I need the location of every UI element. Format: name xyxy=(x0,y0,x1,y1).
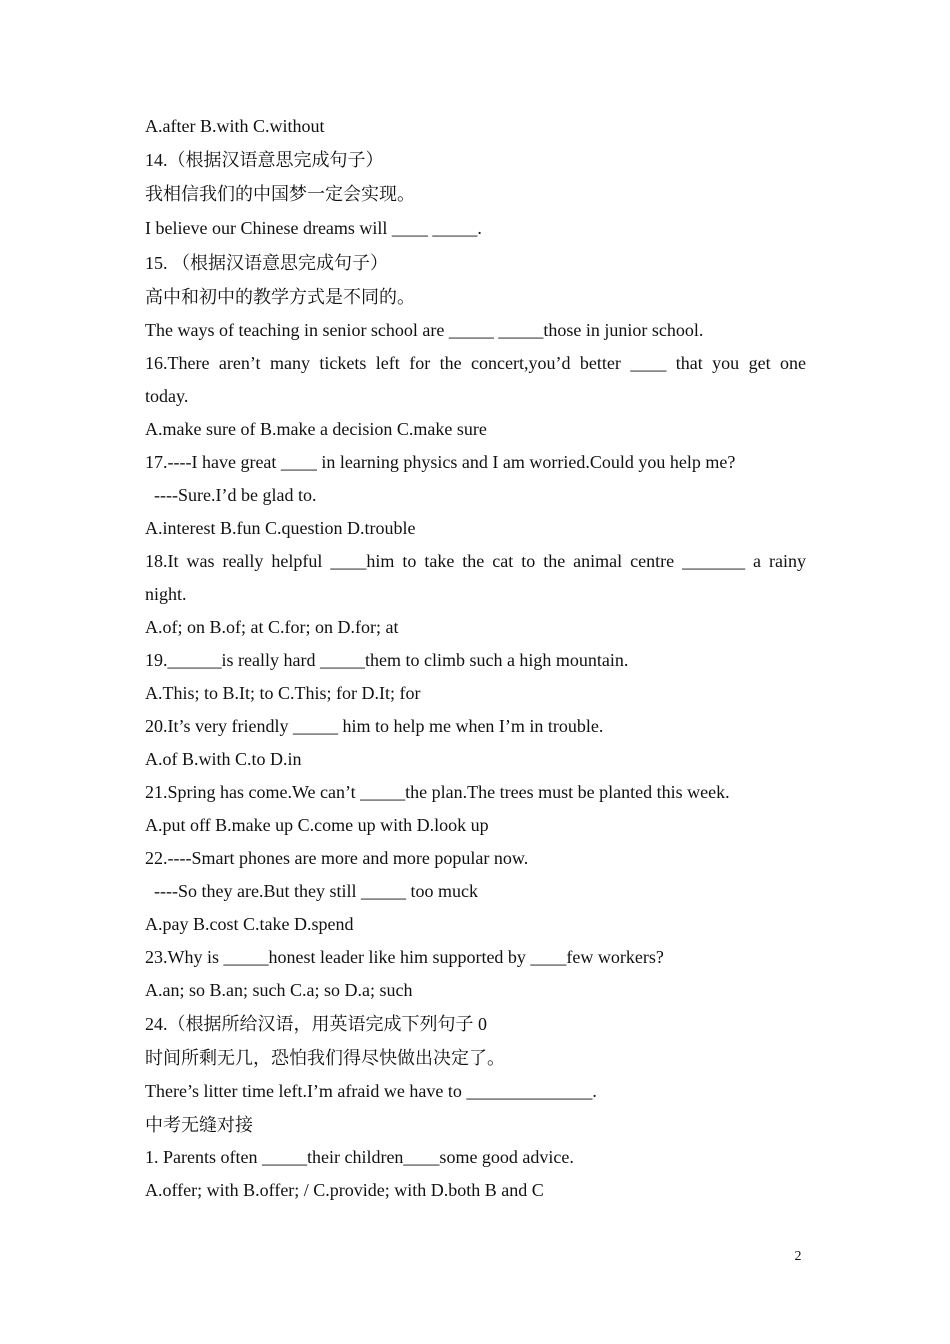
text-line: The ways of teaching in senior school are _____ _____those in junior school. xyxy=(145,320,704,340)
text-line: A.pay B.cost C.take D.spend xyxy=(145,914,354,934)
text-line: 19.______is really hard _____them to climb such a high mountain. xyxy=(145,650,629,670)
text-line: 21.Spring has come.We can’t _____the plan.The trees must be planted this week. xyxy=(145,782,730,802)
text-line: 时间所剩无几，恐怕我们得尽快做出决定了。 xyxy=(145,1048,505,1068)
text-line: A.offer; with B.offer; / C.provide; with D.both B and C xyxy=(145,1180,544,1200)
text-line: 17.----I have great ____ in learning physics and I am worried.Could you help me? xyxy=(145,452,736,472)
text-line: A.This; to B.It; to C.This; for D.It; for xyxy=(145,683,421,703)
text-line: 中考无缝对接 xyxy=(145,1115,253,1135)
text-line: 18.It was really helpful ____him to take the cat to the animal centre _______ a rainy xyxy=(145,551,806,571)
text-line: ----So they are.But they still _____ too muck xyxy=(145,881,478,901)
text-line: ----Sure.I’d be glad to. xyxy=(145,485,317,505)
text-line: 14.（根据汉语意思完成句子） xyxy=(145,150,384,170)
text-line: There’s litter time left.I’m afraid we have to ______________. xyxy=(145,1081,597,1101)
text-line: 24.（根据所给汉语，用英语完成下列句子 0 xyxy=(145,1014,487,1034)
text-line: A.interest B.fun C.question D.trouble xyxy=(145,518,416,538)
text-line: 20.It’s very friendly _____ him to help me when I’m in trouble. xyxy=(145,716,604,736)
text-line: night. xyxy=(145,584,187,604)
text-line: A.put off B.make up C.come up with D.look up xyxy=(145,815,489,835)
text-line: A.after B.with C.without xyxy=(145,116,325,136)
text-line: 1. Parents often _____their children____some good advice. xyxy=(145,1147,574,1167)
text-line: 23.Why is _____honest leader like him supported by ____few workers? xyxy=(145,947,664,967)
text-line: 16.There aren’t many tickets left for the concert,you’d better ____ that you get one xyxy=(145,353,806,373)
text-line: A.of; on B.of; at C.for; on D.for; at xyxy=(145,617,399,637)
text-line: A.an; so B.an; such C.a; so D.a; such xyxy=(145,980,413,1000)
text-line: 我相信我们的中国梦一定会实现。 xyxy=(145,184,415,204)
text-line: today. xyxy=(145,386,189,406)
text-line: 高中和初中的教学方式是不同的。 xyxy=(145,287,415,307)
page-number: 2 xyxy=(794,1249,802,1264)
text-line: 15. （根据汉语意思完成句子） xyxy=(145,253,388,273)
text-line: 22.----Smart phones are more and more popular now. xyxy=(145,848,529,868)
text-line: A.make sure of B.make a decision C.make sure xyxy=(145,419,487,439)
text-line: I believe our Chinese dreams will ____ _____. xyxy=(145,218,482,238)
text-line: A.of B.with C.to D.in xyxy=(145,749,302,769)
